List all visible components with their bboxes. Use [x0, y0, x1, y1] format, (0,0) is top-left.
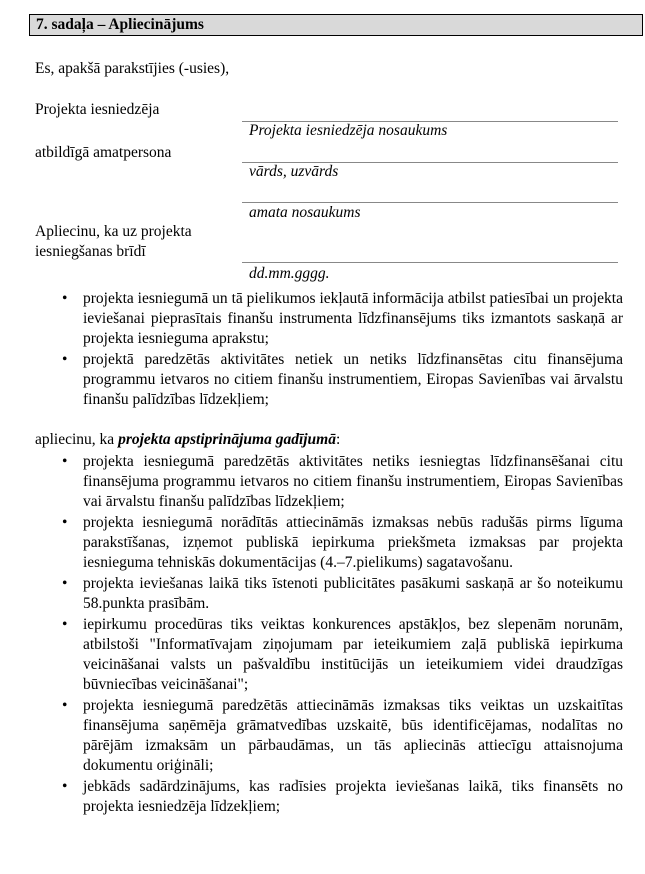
field-full-name: vārds, uzvārds [249, 163, 339, 180]
submission-bullet-list [35, 289, 623, 410]
field-submitter-name: Projekta iesniedzēja nosaukums [249, 122, 448, 139]
bullet-icon: • [62, 616, 68, 633]
list-item: • projekta iesniegumā paredzētās aktivitātes netiks iesniegtas līdzfinansēšanai citu finansējuma programmu ietvaros no citiem finanšu instrumentiem, Eiropas Savienības vai ārvalstu finanšu palīdzības līdzekļiem; [62, 453, 623, 510]
section-header [29, 14, 643, 36]
bullet-icon: • [62, 778, 68, 795]
field-date: dd.mm.gggg. [249, 265, 330, 282]
list-item: • jebkāds sadārdzinājums, kas radīsies projekta ieviešanas laikā, tiks finansēts no projekta iesniedzēja līdzekļiem; [62, 778, 623, 815]
list-item: • iepirkumu procedūras tiks veiktas konkurences apstākļos, bez slepenām norunām, atbilstoši "Informatīvajam ziņojumam par ieteikumiem zaļā publiskā iepirkuma veicināšanai valsts un pašvaldību institūcijās un ieteikumiem videi draudzīgas būvniecības veicināšanai"; [62, 616, 623, 693]
label-responsible-official: atbildīgā amatpersona [35, 144, 172, 161]
approval-bullet-list [35, 452, 623, 817]
section-title: 7. sadaļa – Apliecinājums [36, 16, 204, 33]
list-item: • projekta iesniegumā un tā pielikumos iekļautā informācija atbilst patiesībai un projekta ieviešanai pieprasītais finanšu instrumenta līdzfinansējums tiks izmantots saskaņā ar projekta iesnieguma aprakstu; [62, 290, 623, 347]
bullet-icon: • [62, 697, 68, 714]
bullet-icon: • [62, 575, 68, 592]
bullet-icon: • [62, 514, 68, 531]
list-item: • projektā paredzētās aktivitātes netiek un netiks līdzfinansētas citu finansējuma programmu ietvaros no citiem finanšu instrumentiem, Eiropas Savienības vai ārvalstu finanšu palīdzības līdzekļiem; [62, 351, 623, 408]
label-certify-line1: Apliecinu, ka uz projekta [35, 223, 192, 240]
intro-text: Es, apakšā parakstījies (-usies), [35, 60, 230, 77]
list-item: • projekta ieviešanas laikā tiks īstenoti publicitātes pasākumi saskaņā ar šo noteikumu 58.punkta prasībām. [62, 575, 623, 612]
field-position: amata nosaukums [249, 204, 361, 221]
field-line-position [242, 202, 618, 203]
bullet-icon: • [62, 351, 68, 368]
label-certify-line2: iesniegšanas brīdī [35, 243, 146, 260]
bullet-icon: • [62, 290, 68, 307]
list-item: • projekta iesniegumā paredzētās attiecināmās izmaksas tiks veiktas un uzskaitītas finansējuma saņēmēja grāmatvedības uzskaitē, būs identificējamas, nodalītas no pārējām izmaksām un pārbaudāmas, un tās apliecinās attiecīgu attaisnojuma dokumentu oriģināli; [62, 697, 623, 774]
approval-emphasis: projekta apstiprinājuma gadījumā [118, 431, 336, 448]
label-project-submitter: Projekta iesniedzēja [35, 101, 160, 118]
approval-heading: apliecinu, ka projekta apstiprinājuma gadījumā: [35, 431, 341, 448]
list-item: • projekta iesniegumā norādītās attiecināmās izmaksas nebūs radušās pirms līguma parakstīšanas, izņemot publiskā iepirkuma priekšmeta izmaksas par projekta iesnieguma tehniskās dokumentācijas (4.–7.pielikums) sagatavošanu. [62, 514, 623, 571]
bullet-icon: • [62, 453, 68, 470]
field-line-date [242, 262, 618, 263]
